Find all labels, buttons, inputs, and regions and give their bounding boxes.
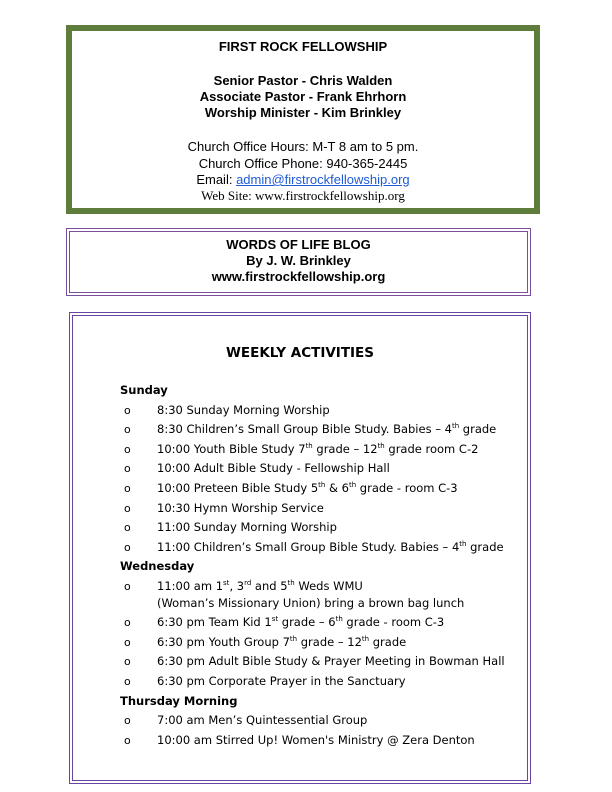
worship-minister: Worship Minister - Kim Brinkley bbox=[204, 105, 402, 120]
associate-pastor: Associate Pastor - Frank Ehrhorn bbox=[199, 89, 407, 104]
activity-text: 8:30 Sunday Morning Worship bbox=[157, 402, 330, 417]
bullet-icon: o bbox=[124, 423, 131, 437]
office-hours: Church Office Hours: M-T 8 am to 5 pm. bbox=[187, 139, 419, 154]
activity-text: 7:00 am Men’s Quintessential Group bbox=[157, 713, 368, 728]
bullet-icon: o bbox=[124, 482, 131, 495]
bullet-icon: o bbox=[124, 714, 131, 728]
bullet-icon: o bbox=[124, 462, 131, 476]
email-line bbox=[72, 172, 534, 187]
activity-item bbox=[124, 403, 330, 417]
office-phone: Church Office Phone: 940-365-2445 bbox=[198, 156, 408, 171]
activity-item bbox=[124, 540, 504, 554]
activity-item bbox=[124, 520, 337, 534]
email-label: Email: bbox=[196, 172, 237, 187]
activity-text: 6:30 pm Adult Bible Study & Prayer Meeting in Bowman Hall bbox=[157, 654, 505, 669]
activity-item bbox=[124, 579, 363, 593]
activity-text: 10:00 Adult Bible Study - Fellowship Hall bbox=[157, 461, 390, 476]
day-heading: Thursday Morning bbox=[120, 693, 238, 708]
activity-item bbox=[124, 733, 475, 747]
bullet-icon: o bbox=[124, 540, 131, 554]
bullet-icon: o bbox=[124, 655, 131, 669]
activity-item bbox=[124, 422, 496, 436]
bullet-icon: o bbox=[124, 616, 131, 630]
bullet-icon: o bbox=[124, 501, 131, 515]
activity-item bbox=[124, 674, 406, 688]
bullet-icon: o bbox=[124, 635, 131, 649]
blog-url: www.firstrockfellowship.org bbox=[211, 269, 386, 284]
senior-pastor: Senior Pastor - Chris Walden bbox=[213, 73, 393, 88]
activity-item bbox=[124, 481, 458, 495]
bullet-icon: o bbox=[124, 675, 131, 688]
bullet-icon: o bbox=[124, 733, 131, 747]
bullet-icon: o bbox=[124, 442, 131, 456]
website: Web Site: www.firstrockfellowship.org bbox=[201, 188, 405, 203]
church-name: FIRST ROCK FELLOWSHIP bbox=[218, 39, 388, 54]
activity-text: 6:30 pm Youth Group 7th grade – 12th grade bbox=[157, 634, 407, 649]
activity-text: 11:00 Children’s Small Group Bible Study. Babies – 4th grade bbox=[157, 539, 504, 554]
bullet-icon: o bbox=[124, 580, 131, 593]
activity-text: 10:00 am Stirred Up! Women's Ministry @ Zera Denton bbox=[157, 732, 475, 747]
activity-text: 10:00 Preteen Bible Study 5th & 6th grade - room C-3 bbox=[157, 481, 458, 495]
activity-item bbox=[124, 461, 390, 475]
activity-text: 10:00 Youth Bible Study 7th grade – 12th grade room C-2 bbox=[157, 441, 479, 456]
activity-item bbox=[124, 654, 505, 668]
day-heading: Sunday bbox=[120, 383, 168, 397]
blog-title: WORDS OF LIFE BLOG bbox=[226, 237, 371, 252]
weekly-activities-box bbox=[69, 312, 531, 784]
activity-continuation: (Woman’s Missionary Union) bring a brown bag lunch bbox=[157, 595, 465, 610]
activity-text: 6:30 pm Corporate Prayer in the Sanctuary bbox=[157, 674, 406, 688]
email-link[interactable]: admin@firstrockfellowship.org bbox=[236, 172, 410, 187]
activity-text: 11:00 Sunday Morning Worship bbox=[157, 520, 337, 535]
activity-text: 10:30 Hymn Worship Service bbox=[157, 500, 324, 515]
activity-item bbox=[124, 713, 367, 727]
weekly-activities-title: WEEKLY ACTIVITIES bbox=[225, 345, 374, 361]
blog-box bbox=[66, 228, 531, 296]
activity-text: 6:30 pm Team Kid 1st grade – 6th grade - room C-3 bbox=[157, 615, 445, 630]
bullet-icon: o bbox=[124, 403, 131, 417]
activity-text: 11:00 am 1st, 3rd and 5th Weds WMU bbox=[157, 579, 363, 593]
activity-item bbox=[124, 615, 444, 629]
activity-item bbox=[124, 501, 324, 515]
blog-author: By J. W. Brinkley bbox=[246, 253, 351, 268]
activity-item bbox=[124, 442, 478, 456]
activity-item bbox=[124, 635, 406, 649]
day-heading: Wednesday bbox=[120, 559, 195, 574]
church-info-box bbox=[66, 25, 540, 214]
activity-text: 8:30 Children’s Small Group Bible Study. Babies – 4th grade bbox=[157, 422, 497, 437]
bullet-icon: o bbox=[124, 521, 131, 535]
